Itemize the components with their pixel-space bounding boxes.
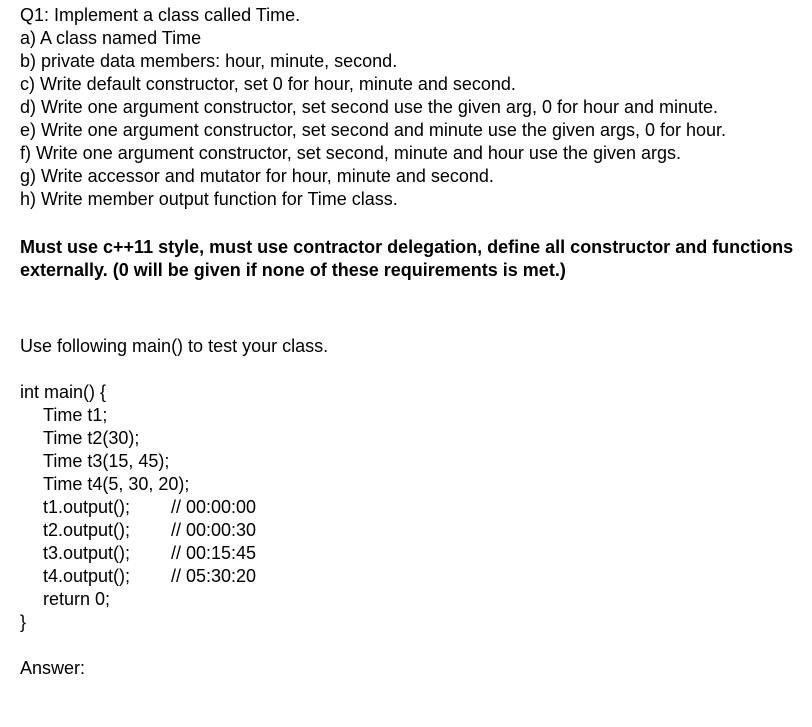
requirement-item-a: a) A class named Time	[20, 28, 202, 48]
code-block	[20, 381, 805, 634]
answer-label: Answer:	[20, 658, 86, 678]
question-title: Q1: Implement a class called Time.	[20, 5, 301, 25]
code-decl-t4: Time t4(5, 30, 20);	[43, 474, 190, 494]
code-comment: // 00:00:30	[171, 520, 257, 540]
requirement-item-e: e) Write one argument constructor, set second and minute use the given args, 0 for hour.	[20, 120, 727, 140]
code-call-row	[20, 542, 805, 565]
code-call-row	[20, 565, 805, 588]
code-call-row	[20, 496, 805, 519]
requirement-item-c: c) Write default constructor, set 0 for hour, minute and second.	[20, 74, 516, 94]
requirement-item-b: b) private data members: hour, minute, second.	[20, 51, 398, 71]
code-comment: // 05:30:20	[171, 566, 257, 586]
code-comment: // 00:00:00	[171, 497, 257, 517]
requirement-item-d: d) Write one argument constructor, set second use the given arg, 0 for hour and minute.	[20, 97, 719, 117]
code-call-row	[20, 519, 805, 542]
code-closing-brace: }	[20, 612, 27, 632]
code-call: t4.output();	[43, 566, 131, 586]
code-decl-t3: Time t3(15, 45);	[43, 451, 170, 471]
requirement-item-h: h) Write member output function for Time class.	[20, 189, 398, 209]
requirement-item-f: f) Write one argument constructor, set second, minute and hour use the given args.	[20, 143, 682, 163]
code-decl-t2: Time t2(30);	[43, 428, 140, 448]
code-call: t3.output();	[43, 543, 131, 563]
code-main-header: int main() {	[20, 382, 107, 402]
code-decl-t1: Time t1;	[43, 405, 108, 425]
requirement-item-g: g) Write accessor and mutator for hour, minute and second.	[20, 166, 494, 186]
code-call: t1.output();	[43, 497, 131, 517]
code-call: t2.output();	[43, 520, 131, 540]
code-return: return 0;	[43, 589, 111, 609]
document-body	[20, 4, 805, 680]
test-intro: Use following main() to test your class.	[20, 336, 329, 356]
code-comment: // 00:15:45	[171, 543, 257, 563]
requirement-note: Must use c++11 style, must use contractor delegation, define all constructor and functions externally. (0 will be given if none of these requirements is met.)	[20, 237, 794, 280]
